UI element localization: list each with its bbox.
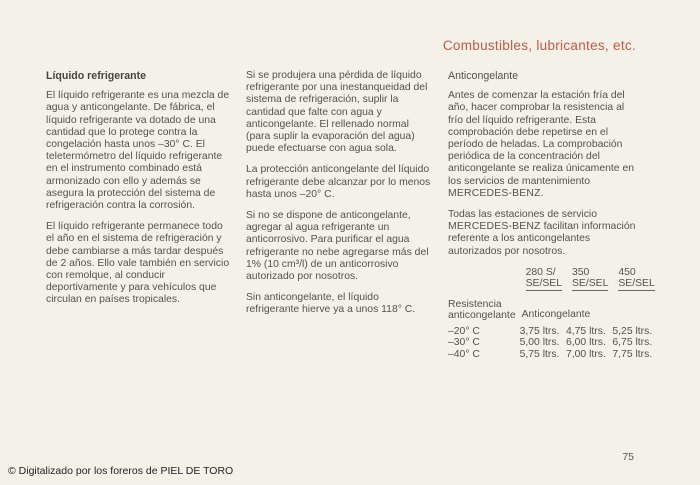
paragraph-text: Antes de comenzar la estación fría del año, hacer comprobar la resistencia al frío del líquido refrigerante. Esta comprobación debe repetirse en el período de heladas. La comprobación periódica de la concentración del anticongelante se realiza únicamente en los servicios de mantenimiento bbox=[448, 90, 635, 187]
paragraph: Si se produjera una pérdida de líquido refrigerante por una inestanqueidad del sistema de refrigeración, suplir la cantidad que falte con agua y anticongelante. El rellenado normal (para suplir la evaporación del agua) puede efectuarse con agua sola. bbox=[246, 70, 428, 155]
table-cell: 7,00 ltrs. bbox=[565, 348, 606, 360]
table-cell: 3,75 ltrs. bbox=[519, 325, 560, 337]
table-cell: 6,75 ltrs. bbox=[612, 337, 653, 349]
column-anticongelante bbox=[448, 70, 655, 360]
table-group-row bbox=[448, 291, 655, 322]
model-header: 450 SE/SEL bbox=[618, 266, 655, 290]
table-header-row bbox=[448, 267, 655, 291]
group-label-anticongelante: Anticongelante bbox=[521, 308, 591, 320]
section-heading: Anticongelante bbox=[448, 70, 519, 82]
table-cell: 5,00 ltrs. bbox=[519, 337, 560, 349]
row-temp: –20° C bbox=[448, 325, 480, 337]
section-heading: Líquido refrigerante bbox=[46, 70, 147, 82]
paragraph: Si no se dispone de anticongelante, agregar al agua refrigerante un anticorrosivo. Para purificar el agua refrigerante no nebe agregarse más del 1% (10 cm³/l) de un anticorrosivo autorizado por nosotros. bbox=[246, 210, 429, 283]
table-row bbox=[448, 326, 655, 338]
model-header: 350 SE/SEL bbox=[571, 266, 609, 290]
scan-credit: © Digitalizado por los foreros de PIEL DE TORO bbox=[8, 465, 234, 477]
paragraph bbox=[448, 90, 638, 200]
paragraph-text: facilitan información referente a los anticongelantes autorizados por nosotros. bbox=[448, 221, 636, 257]
paragraph-text: Todas las estaciones de servicio bbox=[448, 209, 598, 221]
column-liquido-refrigerante bbox=[46, 70, 231, 316]
brand-name: MERCEDES-BENZ bbox=[448, 221, 541, 233]
paragraph: La protección anticongelante del líquido refrigerante debe alcanzar por lo menos hasta unos –20° C. bbox=[246, 164, 431, 200]
row-temp: –40° C bbox=[448, 348, 480, 360]
antifreeze-table bbox=[448, 267, 655, 361]
section-title: Combustibles, lubricantes, etc. bbox=[442, 38, 636, 53]
column-perdida-refrigerante bbox=[246, 70, 431, 326]
paragraph: El líquido refrigerante permanece todo el año en el sistema de refrigeración y debe cambiarse a más tardar después de 2 años. Ello vale también en servicio con remolque, al conducir deportivamente y para vehículos que circulan en países tropicales. bbox=[46, 221, 230, 306]
table-row bbox=[448, 337, 655, 349]
model-header: 280 S/ SE/SEL bbox=[525, 266, 562, 290]
table-cell: 6,00 ltrs. bbox=[565, 337, 606, 349]
paragraph: El líquido refrigerante es una mezcla de agua y anticongelante. De fábrica, el líquido refrigerante va dotado de una cantidad que lo protege contra la congelación hasta unos –30° C. El teletermómetro del líquido refrigerante en el instrumento combinado está armonizado con ello y además se asegura la protección del sistema de refrigeración contra la corrosión. bbox=[46, 90, 230, 212]
paragraph: Sin anticongelante, el líquido refrigerante hierve ya a unos 118° C. bbox=[246, 292, 416, 316]
paragraph bbox=[448, 209, 638, 258]
table-cell: 5,25 ltrs. bbox=[612, 325, 653, 337]
page-number: 75 bbox=[622, 451, 634, 463]
brand-name: MERCEDES-BENZ. bbox=[448, 187, 544, 199]
row-temp: –30° C bbox=[448, 337, 480, 349]
row-header-resistencia: Resistencia anticongelante bbox=[448, 298, 516, 322]
table-row bbox=[448, 349, 655, 361]
table-corner bbox=[448, 267, 516, 291]
table-cell: 4,75 ltrs. bbox=[565, 325, 606, 337]
table-cell: 5,75 ltrs. bbox=[519, 348, 560, 360]
table-cell: 7,75 ltrs. bbox=[612, 348, 653, 360]
